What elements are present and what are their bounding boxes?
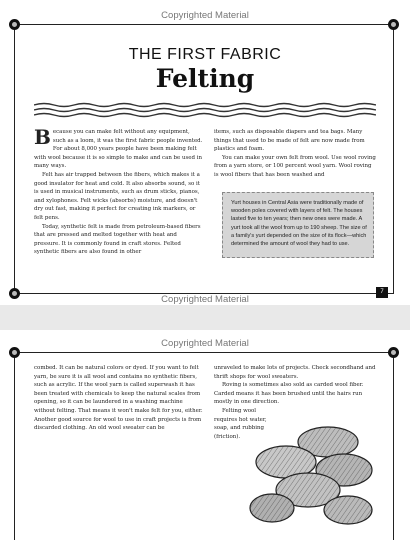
copyright-notice: Copyrighted Material: [161, 10, 249, 21]
copyright-notice: Copyrighted Material: [161, 338, 249, 349]
book-page-2: [0, 330, 410, 540]
wool-roving-illustration: [248, 420, 376, 530]
page-number: 7: [376, 287, 388, 298]
paragraph: Today, synthetic felt is made from petroleum-based fibers that are pressed and melted together with heat and pressure. It is commonly found in craft stores. Felted synthetic fibers are also found in other: [34, 223, 201, 256]
sidebar-yurt-fact: Yurt houses in Central Asia were traditionally made of wooden poles covered with layers of felt. The houses lasted five to ten years; then new ones were made. A yurt took all the wool from up to 190 sheep. The size of a family's yurt depended on the size of its flock—which determined the amount of wool they had to use.: [222, 192, 374, 258]
wave-divider-icon: [34, 101, 376, 119]
paragraph: Felt has air trapped between the fibers, which makes it a good insulator for heat and cold. It also absorbs sound, so it is used in musical instruments, such as drum sticks, pianos, and xylophones. Felt wicks (absorbs) moisture, and doesn't dry out fast, making it perfect for creating ink markers, or felt pens.: [34, 171, 200, 221]
paragraph: Roving is sometimes also sold as carded wool fiber. Carded means it has been brushed until the hairs run mostly in one direction.: [214, 382, 364, 406]
corner-ornament-icon: [9, 347, 20, 358]
corner-ornament-icon: [388, 347, 399, 358]
paragraph: Because you can make felt without any equipment, such as a loom, it was the first fabric people invented. For about 8,000 years people have been making felt with wool because it is so simple to make and can be used in many ways.: [34, 125, 203, 170]
paragraph: Felting wool requires hot water, soap, and rubbing (friction).: [214, 407, 267, 440]
paragraph: items, such as disposable diapers and tea bags. Many things that used to be made of felt are now made from plastics and foam.: [214, 129, 365, 153]
body-column-right: [214, 128, 376, 180]
footer-copyright: Copyrighted Material: [161, 294, 249, 305]
paragraph: unraveled to make lots of projects. Check secondhand and thrift shops for wool sweaters.: [214, 365, 376, 380]
body-column-left: [34, 364, 204, 433]
corner-ornament-icon: [388, 19, 399, 30]
body-column-left: [34, 125, 204, 257]
paragraph: combed. It can be natural colors or dyed. If you want to felt yarn, be sure it is all wool and contains no synthetic fibers, such as acrylic. If the wool yarn is called superwash it has been treated with chemicals to keep the natural scales from opening, so it can be laundered in a washing machine without felting. That means it won't make felt for you, either. Another good source for wool to use in craft projects is from discarded clothing. An old wool sweater can be: [34, 365, 203, 432]
section-kicker: THE FIRST FABRIC: [128, 46, 282, 63]
drop-cap: B: [34, 125, 51, 149]
corner-ornament-icon: [9, 19, 20, 30]
paragraph: You can make your own felt from wool. Use wool roving from a yarn store, or 100 percent wool yarn. Wool roving is wool fibers that has been washed and: [214, 154, 376, 178]
page-title: Felting: [155, 64, 255, 93]
